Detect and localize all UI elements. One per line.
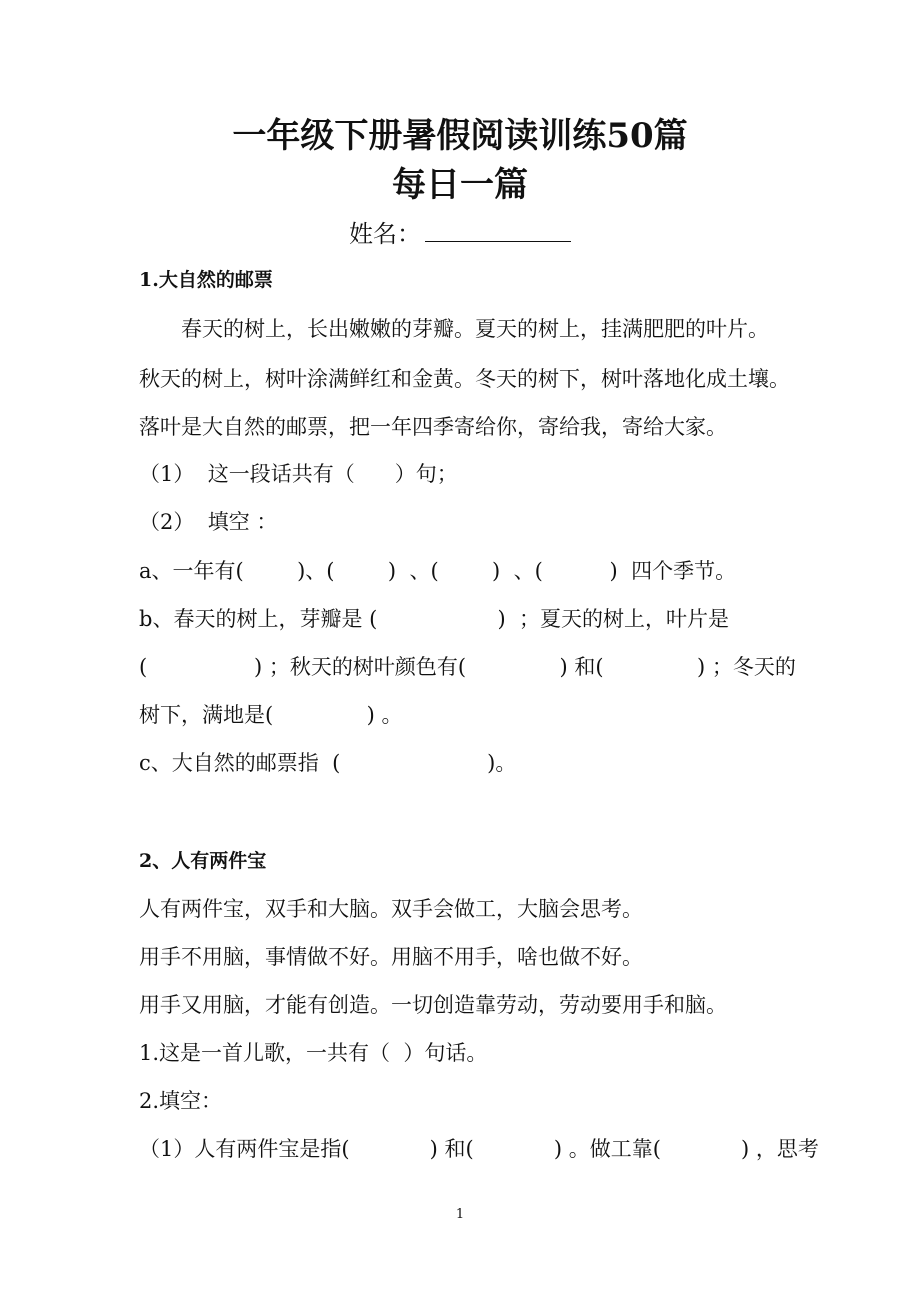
section2-question-1: 1.这是一首儿歌，一共有（ ）句话。 [139,1041,488,1065]
section1-question-b-cont: 树下，满地是( ) 。 [139,703,403,727]
section1-question-b-cont: ( ) ；秋天的树叶颜色有( ) 和( ) ；冬天的 [139,655,796,679]
section1-heading: 1.大自然的邮票 [139,269,273,291]
section1-text-line: 落叶是大自然的邮票，把一年四季寄给你，寄给我，寄给大家。 [139,415,727,439]
document-subtitle: 每日一篇 [392,165,528,205]
section1-text-line: 春天的树上，长出嫩嫩的芽瓣。夏天的树上，挂满肥肥的叶片。 [139,317,769,341]
section1-question-2: （2） 填空 ： [139,510,278,534]
section2-question-2-1: （1）人有两件宝是指( ) 和( ) 。做工靠( ) ，思考 [139,1137,819,1161]
section1-question-a: a、一年有( )、( ) 、( ) 、( ) 四个季节。 [139,559,737,583]
section1-text-line: 秋天的树上，树叶涂满鲜红和金黄。冬天的树下，树叶落地化成土壤。 [139,367,790,391]
page-number: 1 [455,1207,465,1222]
name-field[interactable] [0,219,920,249]
document-title: 一年级下册暑假阅读训练50篇 [232,116,688,156]
section1-question-1: （1） 这一段话共有（ ）句； [139,462,458,486]
section2-heading: 2、人有两件宝 [139,850,267,872]
section1-question-b: b、春天的树上，芽瓣是 ( ) ；夏天的树上，叶片是 [139,607,730,631]
name-label: 姓名： [349,220,421,248]
section2-question-2: 2.填空： [139,1089,223,1113]
section1-question-c: c、大自然的邮票指 ( )。 [139,751,517,775]
section2-text-line: 用手不用脑，事情做不好。用脑不用手，啥也做不好。 [139,945,643,969]
section2-text-line: 人有两件宝，双手和大脑。双手会做工，大脑会思考。 [139,897,643,921]
section2-text-line: 用手又用脑，才能有创造。一切创造靠劳动，劳动要用手和脑。 [139,993,727,1017]
name-blank-line[interactable] [425,221,571,242]
